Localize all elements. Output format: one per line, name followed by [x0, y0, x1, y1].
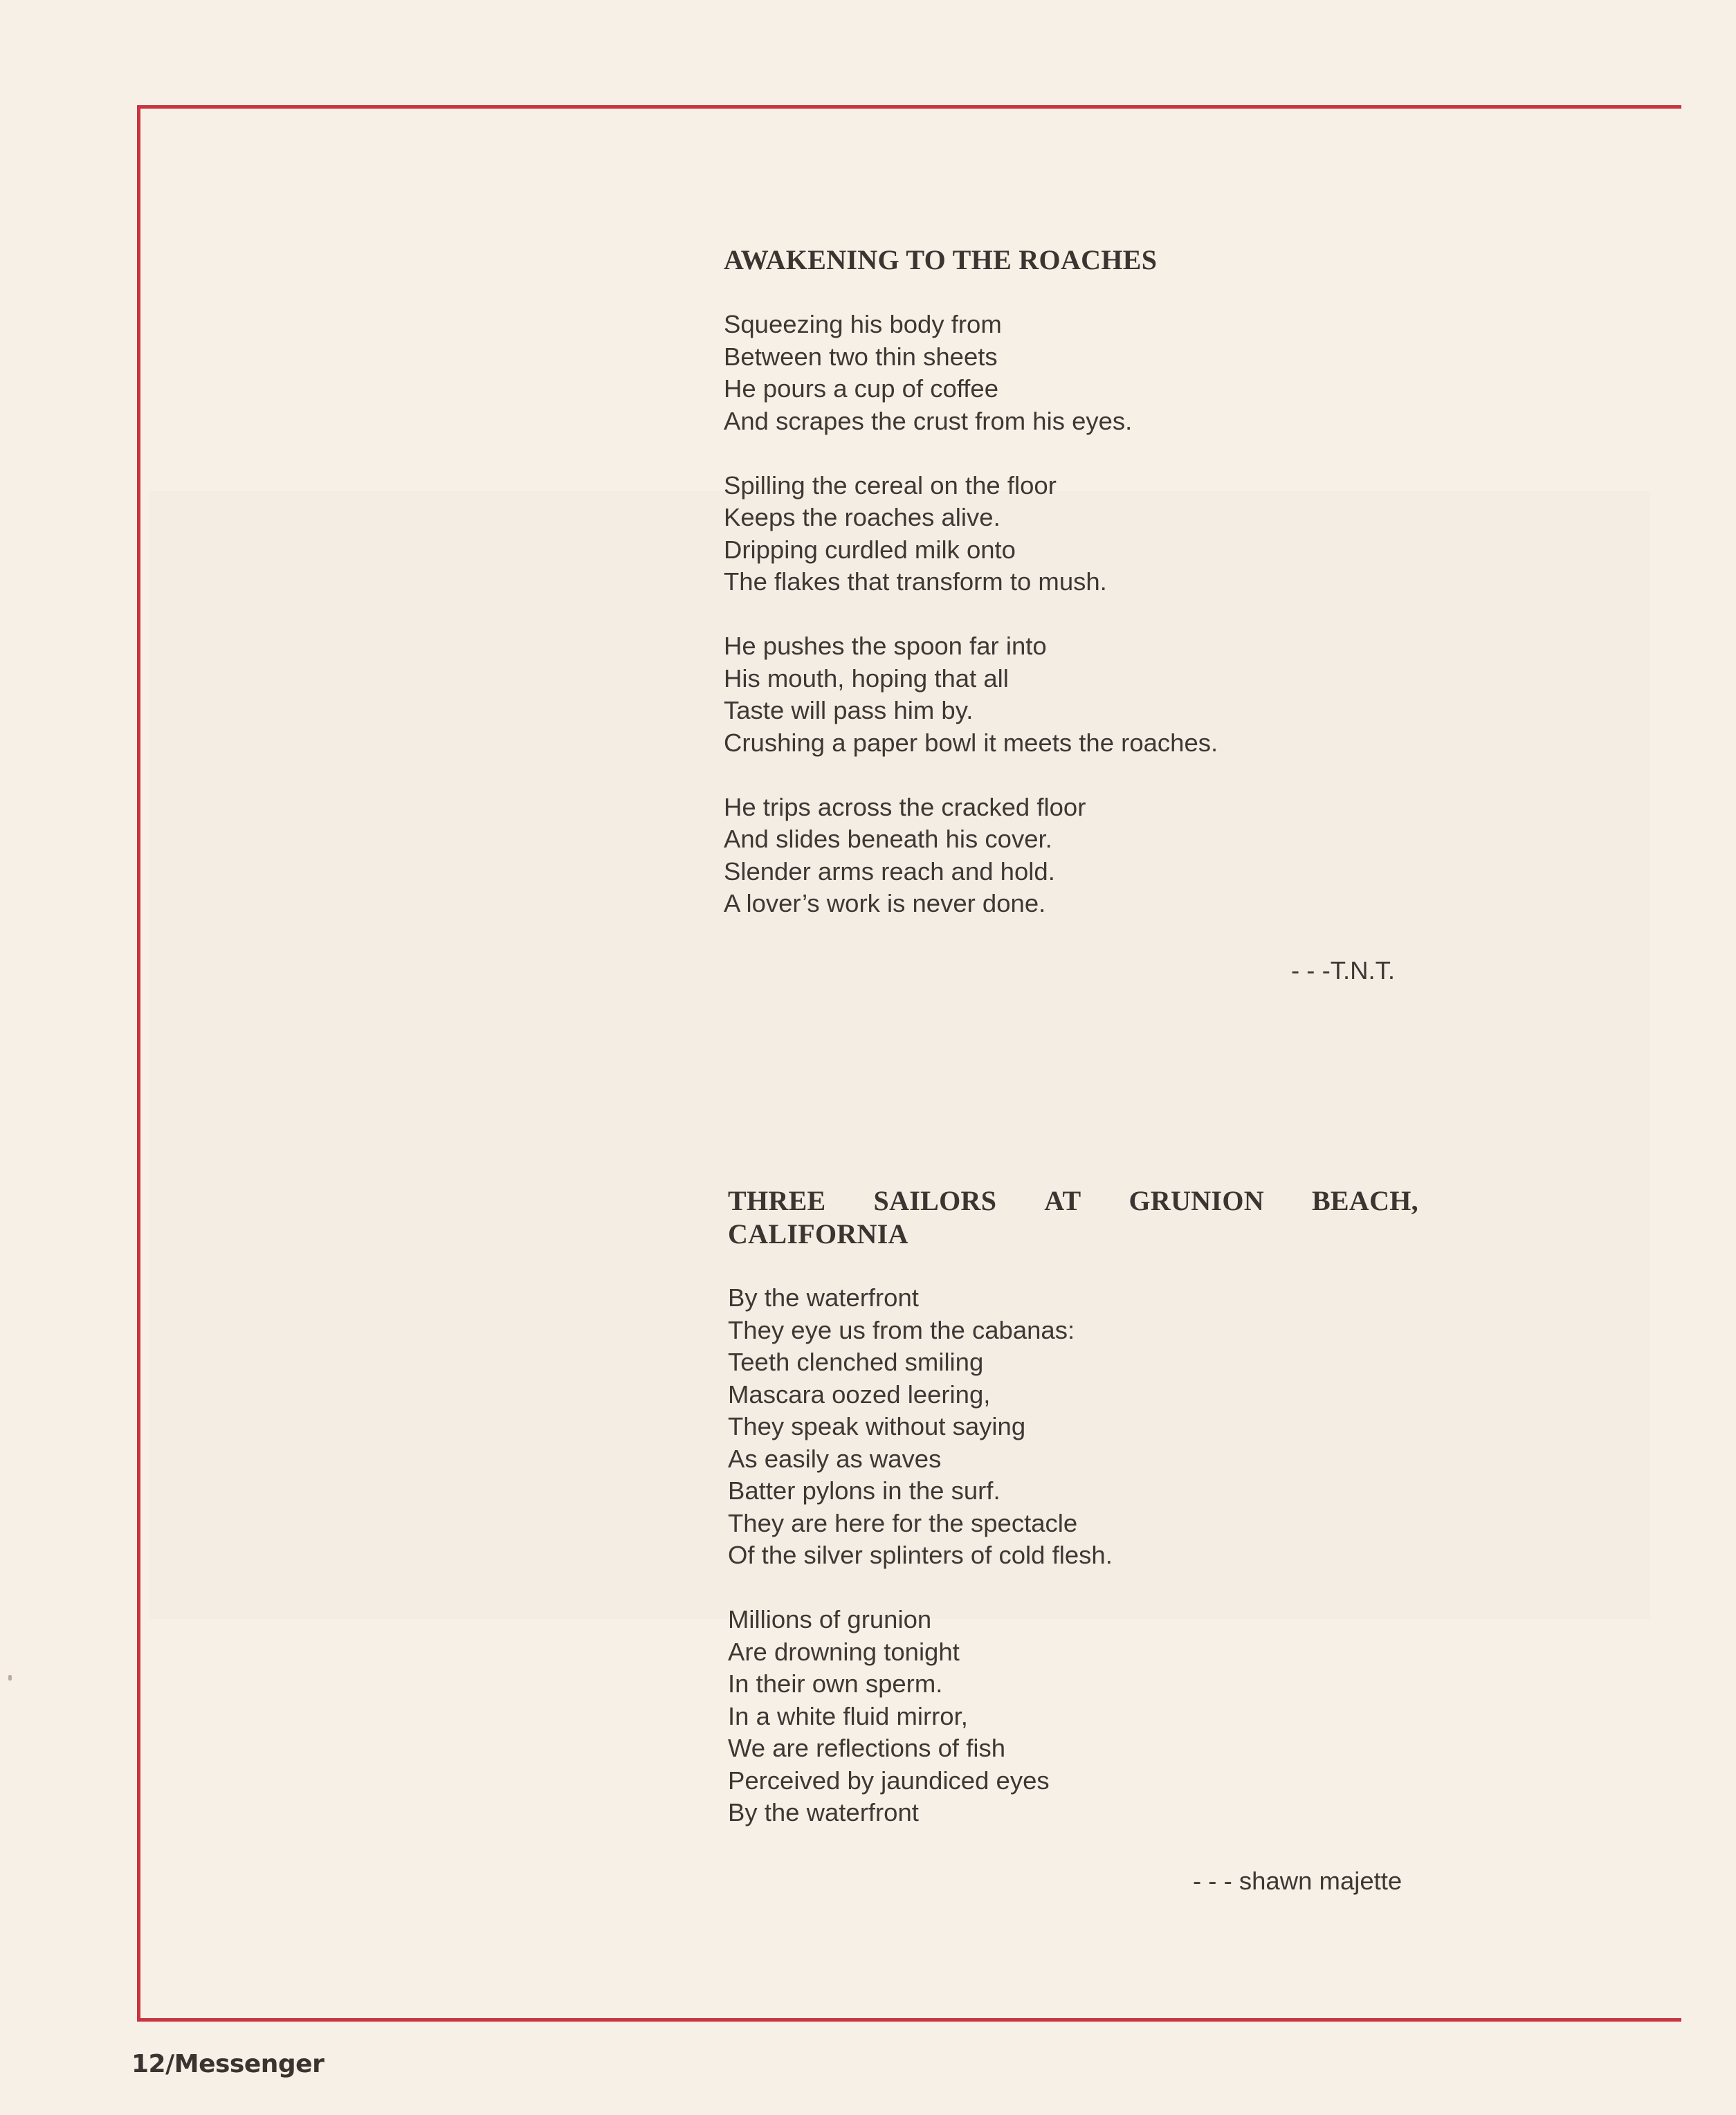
- page-footer-label: 12/Messenger: [131, 2050, 325, 2078]
- title-word: AT: [1044, 1185, 1081, 1216]
- poem-line: By the waterfront: [728, 1283, 919, 1312]
- poem-line: The flakes that transform to mush.: [724, 567, 1107, 596]
- stanza: [724, 470, 1416, 598]
- poem-line: In a white fluid mirror,: [728, 1701, 968, 1730]
- paper-speck: [8, 1675, 12, 1681]
- poem-line: He pours a cup of coffee: [724, 374, 999, 403]
- stanza: [724, 309, 1416, 437]
- title-word: BEACH,: [1311, 1185, 1418, 1216]
- poem-line: We are reflections of fish: [728, 1734, 1006, 1762]
- title-word: THREE: [728, 1185, 826, 1216]
- poem-line: Teeth clenched smiling: [728, 1348, 984, 1376]
- poem-line: They eye us from the cabanas:: [728, 1315, 1075, 1344]
- poem-line: His mouth, hoping that all: [724, 663, 1009, 693]
- poem-line: Of the silver splinters of cold flesh.: [728, 1541, 1113, 1569]
- poem-credit: - - -T.N.T.: [1291, 956, 1396, 985]
- poem-line: They are here for the spectacle: [728, 1508, 1078, 1537]
- title-line-2: CALIFORNIA: [728, 1218, 908, 1249]
- poem-line: And slides beneath his cover.: [724, 825, 1052, 853]
- poem-awakening-to-the-roaches: [724, 244, 1416, 920]
- poem-title: [728, 1184, 1418, 1251]
- poem-line: He pushes the spoon far into: [724, 632, 1047, 660]
- stanza: [728, 1604, 1418, 1829]
- poem-line: Millions of grunion: [728, 1605, 932, 1633]
- poem-line: Crushing a paper bowl it meets the roaches.: [724, 728, 1218, 757]
- poem-line: Spilling the cereal on the floor: [724, 470, 1057, 500]
- poem-line: Slender arms reach and hold.: [724, 857, 1055, 886]
- poem-line: Batter pylons in the surf.: [728, 1476, 1001, 1505]
- poem-line: In their own sperm.: [728, 1669, 943, 1698]
- poem-line: By the waterfront: [728, 1798, 919, 1826]
- poem-line: A lover’s work is never done.: [724, 889, 1046, 917]
- poem-line: Are drowning tonight: [728, 1637, 960, 1666]
- poem-credit: - - - shawn majette: [1193, 1867, 1402, 1895]
- poem-line: Squeezing his body from: [724, 310, 1002, 338]
- stanza: [724, 630, 1416, 759]
- poem-line: Taste will pass him by.: [724, 696, 974, 724]
- title-line-1: [728, 1184, 1418, 1218]
- poem-three-sailors: [728, 1184, 1418, 1829]
- poem-line: He trips across the cracked floor: [724, 792, 1086, 821]
- stanza: [724, 791, 1416, 920]
- poem-line: Mascara oozed leering,: [728, 1380, 991, 1409]
- stanza: [728, 1282, 1418, 1572]
- poem-line: Dripping curdled milk onto: [724, 535, 1016, 564]
- poem-line: As easily as waves: [728, 1444, 942, 1473]
- poem-line: And scrapes the crust from his eyes.: [724, 406, 1133, 435]
- title-word: SAILORS: [873, 1185, 997, 1216]
- poem-line: Perceived by jaundiced eyes: [728, 1766, 1050, 1795]
- title-word: GRUNION: [1129, 1185, 1264, 1216]
- poem-line: Keeps the roaches alive.: [724, 503, 1001, 531]
- poem-title: AWAKENING TO THE ROACHES: [724, 244, 1158, 275]
- poem-line: Between two thin sheets: [724, 342, 998, 371]
- poem-line: They speak without saying: [728, 1412, 1026, 1440]
